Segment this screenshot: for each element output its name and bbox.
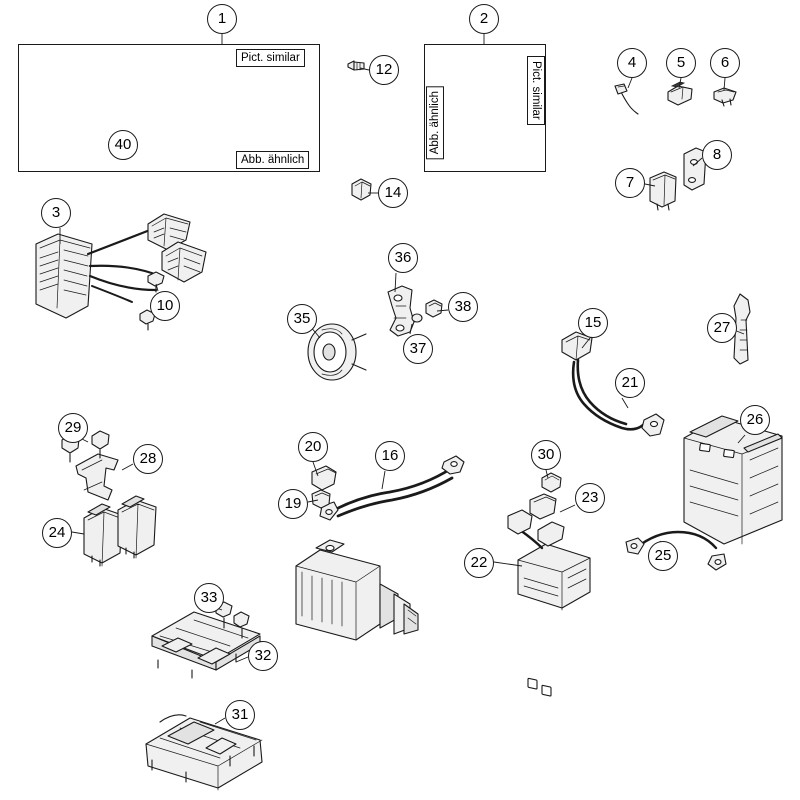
part-24-relays [84,496,156,566]
callout-20[interactable]: 20 [298,432,328,462]
callout-40[interactable]: 40 [108,130,138,160]
part-6-clip [714,88,736,106]
part-15-21-battery-cable [562,332,664,436]
callout-36[interactable]: 36 [388,243,418,273]
callout-5[interactable]: 5 [666,48,696,78]
callout-16[interactable]: 16 [375,441,405,471]
callout-31[interactable]: 31 [225,700,255,730]
callout-32[interactable]: 32 [248,641,278,671]
part-36-horn-bracket [388,286,414,336]
callout-7[interactable]: 7 [615,168,645,198]
callout-24[interactable]: 24 [42,518,72,548]
part-4-cable-tie [615,84,638,114]
callout-12[interactable]: 12 [369,55,399,85]
callout-38[interactable]: 38 [448,292,478,322]
callout-14[interactable]: 14 [378,178,408,208]
callout-21[interactable]: 21 [615,368,645,398]
part-32-ecu-plate [152,602,260,678]
pict-similar-top: Pict. similar [236,49,305,67]
pict-similar-right: Pict. similar [527,56,545,125]
part-7-relay [650,172,676,210]
callout-3[interactable]: 3 [41,198,71,228]
callout-35[interactable]: 35 [287,304,317,334]
part-3-voltage-regulator [36,214,206,330]
abb-aehnlich-left: Abb. ähnlich [426,86,444,159]
callout-10[interactable]: 10 [150,291,180,321]
callout-30[interactable]: 30 [531,440,561,470]
part-26-battery [684,416,782,544]
callout-1[interactable]: 1 [207,4,237,34]
part-5-connector [668,82,692,105]
callout-27[interactable]: 27 [707,313,737,343]
callout-22[interactable]: 22 [464,548,494,578]
part-14-nut [352,179,371,200]
starter-motor [296,540,418,640]
callout-4[interactable]: 4 [617,48,647,78]
callout-6[interactable]: 6 [710,48,740,78]
callout-29[interactable]: 29 [58,413,88,443]
callout-23[interactable]: 23 [575,483,605,513]
callout-26[interactable]: 26 [740,405,770,435]
callout-33[interactable]: 33 [194,583,224,613]
callout-8[interactable]: 8 [702,140,732,170]
callout-37[interactable]: 37 [403,334,433,364]
callout-25[interactable]: 25 [648,541,678,571]
callout-2[interactable]: 2 [469,4,499,34]
callout-19[interactable]: 19 [278,489,308,519]
abb-aehnlich-bottom: Abb. ähnlich [236,151,309,169]
part-35-horn [308,324,366,380]
callout-28[interactable]: 28 [133,444,163,474]
callout-15[interactable]: 15 [578,308,608,338]
